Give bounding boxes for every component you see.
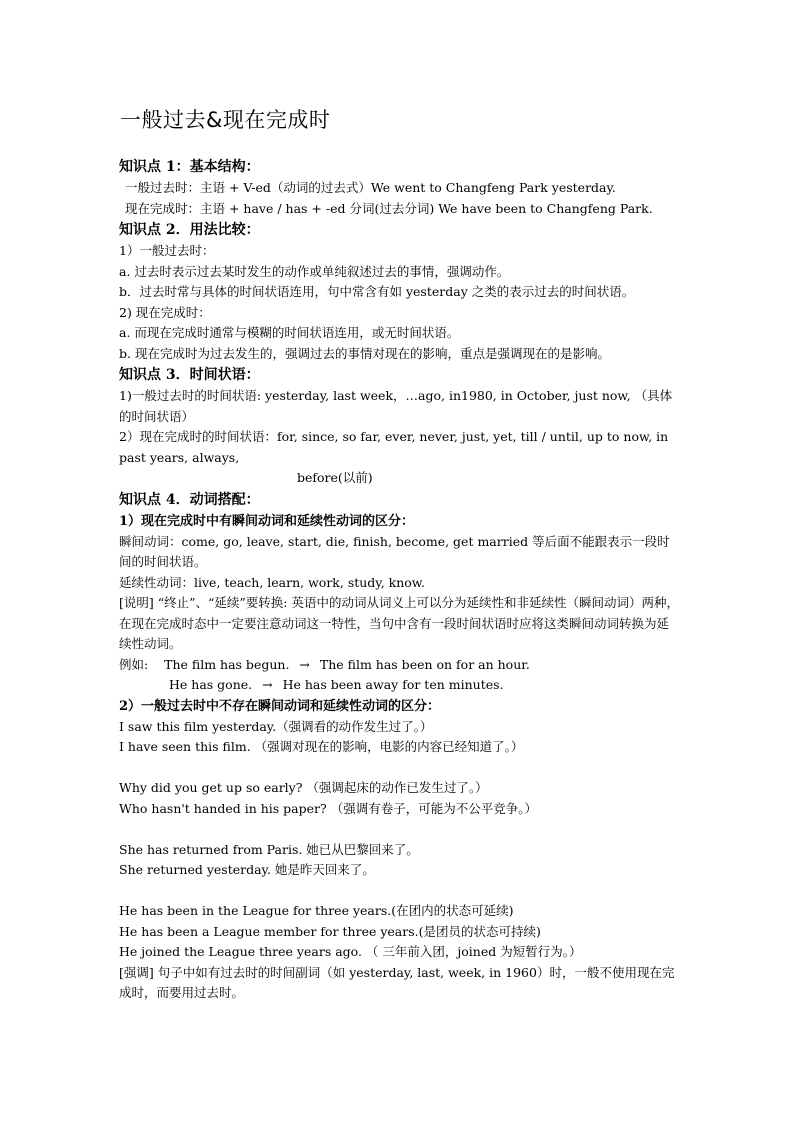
note-paragraph: [说明] “终止”、“延续”要转换: 英语中的动词从词义上可以分为延续性和非延续性（瞬间动词）两种，在现在完成时态中一定要注意动词这一特性，当句中含有一段时间状语时应将这类瞬间动词转换为延续性动词。 (119, 595, 679, 651)
subheading-past-no-distinction: 2）一般过去时中不存在瞬间动词和延续性动词的区分： (119, 698, 441, 714)
example-label: 例如: (119, 656, 149, 672)
example-sentence: She has returned from Paris. 她已从巴黎回来了。 (119, 841, 419, 857)
example-sentence: I saw this film yesterday.（强调看的动作发生过了。） (119, 718, 433, 734)
example-sentence: She returned yesterday. 她是昨天回来了。 (119, 862, 375, 877)
example-sentence: He joined the League three years ago. （ 三年前入团，joined 为短暂行为。） (119, 944, 582, 959)
spacer (119, 819, 679, 840)
durative-verbs: 延续性动词：live, teach, learn, work, study, know. (119, 574, 425, 590)
example-sentence: I have seen this film. （强调对现在的影响，电影的内容已经知道了。） (119, 739, 524, 754)
document-body (119, 156, 679, 1004)
section-heading-4: 知识点 4．动词搭配： (119, 491, 260, 508)
example-right: The film has been on for an hour. (319, 656, 530, 672)
usage-line: a. 过去时表示过去某时发生的动作或单纯叙述过去的事情，强调动作。 (119, 263, 510, 279)
spacer (119, 758, 679, 779)
time-adverbial-before: before(以前) (297, 470, 373, 485)
time-adverbial-past: 1)一般过去时的时间状语: yesterday, last week，…ago, in1980, in October, just now, （具体的时间状语） (119, 388, 673, 424)
right-arrow-icon: → (299, 656, 310, 672)
emphasis-paragraph: [强调] 句子中如有过去时的时间副词（如 yesterday, last, week, in 1960）时，一般不使用现在完成时，而要用过去时。 (119, 964, 675, 1000)
section-heading-3: 知识点 3．时间状语： (119, 367, 260, 383)
right-arrow-icon: → (262, 677, 273, 692)
example-sentence: He has been a League member for three years.(是团员的状态可持续) (119, 923, 541, 939)
section-heading-1: 知识点 1：基本结构： (119, 159, 260, 175)
usage-line: b．过去时常与具体的时间状语连用，句中常含有如 yesterday 之类的表示过去的时间状语。 (119, 284, 635, 299)
usage-line: a. 而现在完成时通常与模糊的时间状语连用，或无时间状语。 (119, 325, 460, 340)
example-sentence: He has been in the League for three years.(在团内的状态可延续) (119, 903, 514, 918)
spacer (119, 881, 679, 902)
subheading-momentary-durative: 1）现在完成时中有瞬间动词和延续性动词的区分： (119, 513, 415, 529)
time-adverbial-perfect: 2）现在完成时的时间状语：for, since, so far, ever, never, just, yet, till / until, up to now, in past years, always, (119, 429, 669, 465)
section-heading-2: 知识点 2．用法比较： (119, 222, 260, 238)
example-sentence: Who hasn't handed in his paper? （强调有卷子，可能为不公平竞争。） (119, 800, 537, 816)
example-sentence: Why did you get up so early? （强调起床的动作已发生过了。） (119, 780, 488, 795)
example-right: He has been away for ten minutes. (282, 677, 504, 692)
structure-perfect-line: 现在完成时：主语 + have / has + -ed 分词(过去分词) We have been to Changfeng Park. (125, 200, 653, 216)
usage-line: 2) 现在完成时： (119, 304, 211, 320)
page-title: 一般过去&现在完成时 (120, 108, 331, 132)
example-line-2 (119, 675, 679, 696)
example-left: He has gone. (169, 677, 253, 692)
example-left: The film has begun. (164, 656, 290, 672)
example-line-1 (119, 655, 679, 676)
usage-line: 1）一般过去时： (119, 243, 215, 258)
structure-past-line: 一般过去时：主语 + V-ed（动词的过去式）We went to Changfeng Park yesterday. (125, 180, 616, 195)
usage-line: b. 现在完成时为过去发生的，强调过去的事情对现在的影响，重点是强调现在的是影响。 (119, 345, 610, 361)
momentary-verbs: 瞬间动词：come, go, leave, start, die, finish, become, get married 等后面不能跟表示一段时间的时间状语。 (119, 533, 670, 569)
